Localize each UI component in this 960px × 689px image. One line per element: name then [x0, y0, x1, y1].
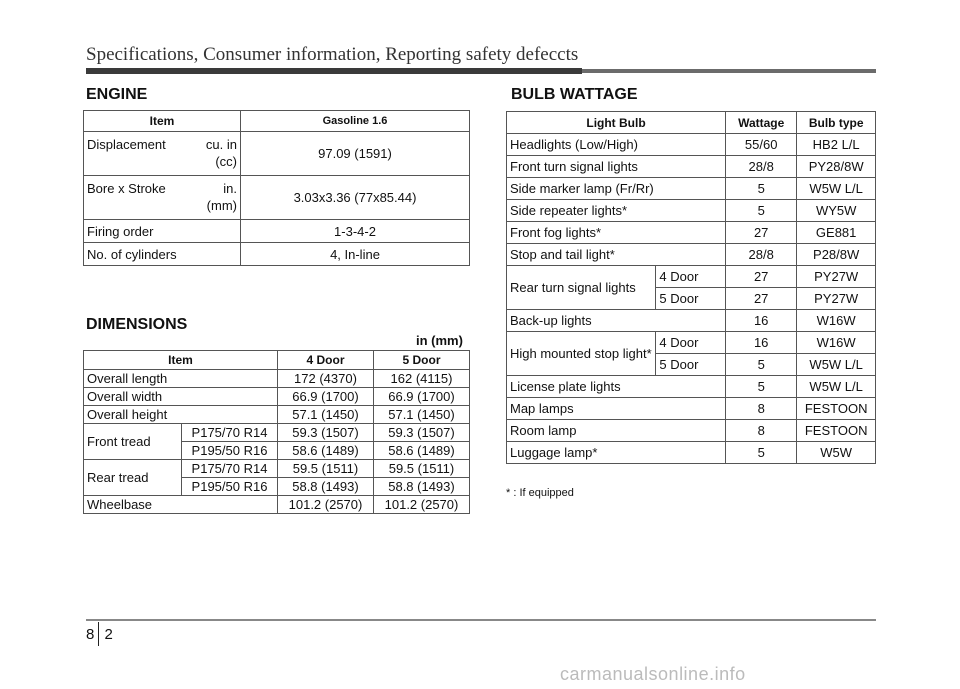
table-row	[84, 220, 470, 243]
bulb-wattage: 28/8	[726, 156, 797, 178]
bulb-type: W5W L/L	[797, 376, 876, 398]
engine-row-label: Firing order	[84, 220, 241, 243]
dim-tire: P175/70 R14	[182, 424, 278, 442]
bulb-type: FESTOON	[797, 420, 876, 442]
table-row	[84, 496, 470, 514]
bulb-wattage: 16	[726, 332, 797, 354]
dim-value: 59.3 (1507)	[278, 424, 374, 442]
table-row	[507, 222, 876, 244]
bulb-row-label: Side marker lamp (Fr/Rr)	[507, 178, 726, 200]
bulb-wattage: 8	[726, 398, 797, 420]
dim-value: 172 (4370)	[278, 370, 374, 388]
engine-row-unit: (mm)	[206, 198, 237, 213]
dim-row-label: Front tread	[84, 424, 182, 460]
table-row	[507, 178, 876, 200]
bulb-title: BULB WATTAGE	[511, 86, 638, 103]
dimensions-title: DIMENSIONS	[86, 316, 188, 333]
engine-table	[83, 110, 470, 266]
bulb-wattage: 27	[726, 266, 797, 288]
table-row	[84, 388, 470, 406]
engine-row-label: Bore x Stroke	[87, 181, 166, 196]
bulb-wattage: 55/60	[726, 134, 797, 156]
bulb-row-label: Rear turn signal lights	[507, 266, 656, 310]
bulb-col-wattage: Wattage	[726, 112, 797, 134]
bulb-type: W16W	[797, 332, 876, 354]
engine-title: ENGINE	[86, 86, 148, 103]
bulb-sub-label: 4 Door	[656, 332, 726, 354]
bulb-row-label: Front fog lights*	[507, 222, 726, 244]
table-row	[84, 424, 470, 442]
table-row	[507, 442, 876, 464]
bulb-type: P28/8W	[797, 244, 876, 266]
bulb-type: W16W	[797, 310, 876, 332]
table-row	[507, 332, 876, 354]
dim-value: 58.8 (1493)	[278, 478, 374, 496]
dim-value: 59.3 (1507)	[373, 424, 469, 442]
dim-value: 66.9 (1700)	[373, 388, 469, 406]
bulb-wattage: 16	[726, 310, 797, 332]
engine-row-unit: (cc)	[215, 154, 237, 169]
bulb-type: HB2 L/L	[797, 134, 876, 156]
bulb-wattage: 5	[726, 178, 797, 200]
dim-value: 59.5 (1511)	[373, 460, 469, 478]
dim-value: 66.9 (1700)	[278, 388, 374, 406]
bulb-row-label: Back-up lights	[507, 310, 726, 332]
footer-rule	[86, 619, 876, 621]
bulb-sub-label: 5 Door	[656, 354, 726, 376]
bulb-type: PY28/8W	[797, 156, 876, 178]
bulb-type: GE881	[797, 222, 876, 244]
engine-row-value: 3.03x3.36 (77x85.44)	[241, 176, 470, 220]
bulb-footnote: * : If equipped	[506, 487, 574, 499]
bulb-row-label: Stop and tail light*	[507, 244, 726, 266]
dimensions-table	[83, 350, 470, 514]
table-row	[84, 460, 470, 478]
engine-col-item: Item	[84, 111, 241, 132]
bulb-row-label: Luggage lamp*	[507, 442, 726, 464]
bulb-row-label: License plate lights	[507, 376, 726, 398]
engine-row-label: Displacement	[87, 137, 166, 152]
bulb-row-label: Front turn signal lights	[507, 156, 726, 178]
page-number-divider	[98, 622, 99, 646]
dim-value: 57.1 (1450)	[373, 406, 469, 424]
dimensions-col-5door: 5 Door	[373, 351, 469, 370]
bulb-type: FESTOON	[797, 398, 876, 420]
table-row	[507, 156, 876, 178]
bulb-row-label: Headlights (Low/High)	[507, 134, 726, 156]
dim-row-label: Overall width	[84, 388, 278, 406]
bulb-wattage: 5	[726, 376, 797, 398]
bulb-wattage: 27	[726, 288, 797, 310]
dim-tire: P195/50 R16	[182, 442, 278, 460]
dim-value: 101.2 (2570)	[373, 496, 469, 514]
table-row	[507, 420, 876, 442]
dim-tire: P195/50 R16	[182, 478, 278, 496]
bulb-row-label: Room lamp	[507, 420, 726, 442]
table-row	[84, 132, 470, 176]
dimensions-col-item: Item	[84, 351, 278, 370]
bulb-wattage: 5	[726, 442, 797, 464]
bulb-type: W5W L/L	[797, 178, 876, 200]
engine-row-value: 1-3-4-2	[241, 220, 470, 243]
dim-value: 101.2 (2570)	[278, 496, 374, 514]
page-index: 2	[104, 626, 113, 643]
bulb-col-type: Bulb type	[797, 112, 876, 134]
table-row	[507, 376, 876, 398]
engine-row-unit: in.	[223, 181, 237, 196]
table-row	[507, 200, 876, 222]
table-row	[84, 243, 470, 266]
engine-row-label: No. of cylinders	[84, 243, 241, 266]
bulb-sub-label: 4 Door	[656, 266, 726, 288]
dimensions-col-4door: 4 Door	[278, 351, 374, 370]
bulb-wattage: 27	[726, 222, 797, 244]
table-row	[507, 244, 876, 266]
table-row	[84, 370, 470, 388]
engine-col-gasoline: Gasoline 1.6	[241, 111, 470, 132]
dim-row-label: Overall length	[84, 370, 278, 388]
page-number	[86, 626, 113, 643]
dim-row-label: Rear tread	[84, 460, 182, 496]
bulb-sub-label: 5 Door	[656, 288, 726, 310]
dimensions-unit: in (mm)	[416, 333, 463, 348]
engine-row-value: 4, In-line	[241, 243, 470, 266]
dim-tire: P175/70 R14	[182, 460, 278, 478]
table-row	[507, 266, 876, 288]
bulb-type: PY27W	[797, 266, 876, 288]
dim-value: 58.6 (1489)	[278, 442, 374, 460]
watermark: carmanualsonline.info	[560, 664, 746, 684]
table-row	[507, 310, 876, 332]
dim-row-label: Overall height	[84, 406, 278, 424]
dim-row-label: Wheelbase	[84, 496, 278, 514]
bulb-wattage: 8	[726, 420, 797, 442]
header-rule-accent	[86, 68, 582, 74]
dim-value: 58.6 (1489)	[373, 442, 469, 460]
page-header-title: Specifications, Consumer information, Reporting safety defeccts	[86, 44, 579, 65]
engine-row-unit: cu. in	[205, 137, 237, 152]
bulb-col-light: Light Bulb	[507, 112, 726, 134]
dim-value: 162 (4115)	[373, 370, 469, 388]
bulb-type: WY5W	[797, 200, 876, 222]
bulb-type: PY27W	[797, 288, 876, 310]
bulb-table	[506, 111, 876, 464]
engine-row-value: 97.09 (1591)	[241, 132, 470, 176]
dim-value: 59.5 (1511)	[278, 460, 374, 478]
bulb-row-label: Side repeater lights*	[507, 200, 726, 222]
bulb-type: W5W	[797, 442, 876, 464]
table-row	[507, 134, 876, 156]
table-row	[84, 406, 470, 424]
dim-value: 57.1 (1450)	[278, 406, 374, 424]
dim-value: 58.8 (1493)	[373, 478, 469, 496]
page-chapter: 8	[86, 626, 95, 643]
bulb-type: W5W L/L	[797, 354, 876, 376]
table-row	[507, 398, 876, 420]
bulb-row-label: Map lamps	[507, 398, 726, 420]
bulb-wattage: 5	[726, 200, 797, 222]
bulb-wattage: 28/8	[726, 244, 797, 266]
table-row	[84, 176, 470, 220]
bulb-wattage: 5	[726, 354, 797, 376]
bulb-row-label: High mounted stop light*	[507, 332, 656, 376]
